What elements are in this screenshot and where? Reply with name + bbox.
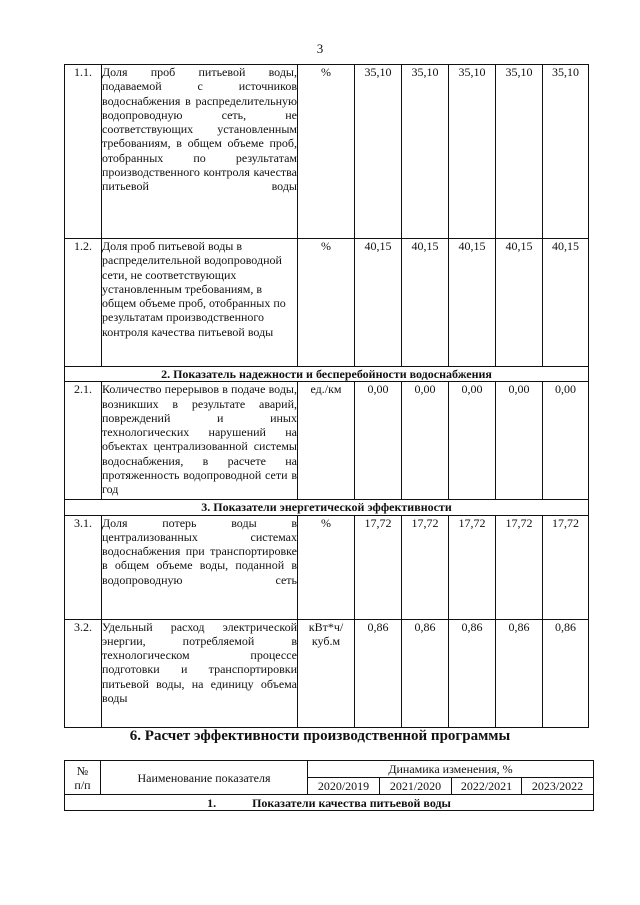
row-number: 2.1. (65, 382, 102, 500)
page-number: 3 (316, 41, 324, 56)
indicator-description: Количество перерывов в подаче воды, возникших в результате аварий, повреждений и иных технологических нарушений на объектах централизованной системы водоснабжения, в расчете на протяженность водопроводной сети в год (102, 382, 298, 500)
efficiency-table (64, 760, 594, 811)
value-cell: 0,00 (402, 382, 449, 500)
value-cell: 0,86 (543, 619, 589, 727)
value-cell: 0,00 (543, 382, 589, 500)
value-cell: 40,15 (402, 239, 449, 367)
year-header: 2022/2021 (452, 778, 522, 795)
row-number: 3.1. (65, 515, 102, 619)
section-title: Показатели качества питьевой воды (252, 795, 451, 810)
indicators-table (64, 64, 589, 728)
number-header-cell (65, 761, 101, 795)
unit-of-measure: % (298, 65, 355, 239)
unit-of-measure: % (298, 515, 355, 619)
value-cell: 0,86 (496, 619, 543, 727)
section-title: 3. Показатели энергетической эффективности (65, 500, 589, 515)
year-header: 2023/2022 (522, 778, 594, 795)
value-cell: 35,10 (543, 65, 589, 239)
year-header: 2021/2020 (380, 778, 452, 795)
unit-of-measure: кВт*ч/ куб.м (298, 619, 355, 727)
table-row (65, 239, 589, 367)
section-number: 1. (207, 795, 217, 810)
section-row (65, 367, 589, 382)
value-cell: 35,10 (449, 65, 496, 239)
value-cell: 40,15 (449, 239, 496, 367)
indicator-description: Доля потерь воды в централизованных системах водоснабжения при транспортировке в общем объеме воды, поданной в водопроводную сеть (102, 515, 298, 619)
value-cell: 0,86 (449, 619, 496, 727)
indicator-description: Доля проб питьевой воды, подаваемой с источников водоснабжения в распределительную водопроводную сеть, не соответствующих установленным требованиям, в общем объеме проб, отобранных по результатам производственного контроля качества питьевой воды (102, 65, 298, 239)
number-header-top: № (76, 763, 89, 778)
value-cell: 40,15 (355, 239, 402, 367)
value-cell: 0,00 (496, 382, 543, 500)
value-cell: 0,00 (355, 382, 402, 500)
value-cell: 0,86 (355, 619, 402, 727)
value-cell: 17,72 (449, 515, 496, 619)
value-cell: 17,72 (402, 515, 449, 619)
table-row (65, 382, 589, 500)
row-number: 1.1. (65, 65, 102, 239)
value-cell: 35,10 (496, 65, 543, 239)
indicator-description: Удельный расход электрической энергии, потребляемой в технологическом процессе подготовки и транспортировки питьевой воды, на единицу объема воды (102, 619, 298, 727)
value-cell: 40,15 (496, 239, 543, 367)
indicator-description: Доля проб питьевой воды в распределительной водопроводной сети, не соответствующих установленным требованиям, в общем объеме проб, отобранных по результатам производственного контроля качества питьевой воды (102, 239, 298, 367)
dynamics-header: Динамика изменения, % (308, 761, 594, 778)
value-cell: 0,00 (449, 382, 496, 500)
section-6-heading: 6. Расчет эффективности производственной программы (129, 728, 511, 744)
row-number: 3.2. (65, 619, 102, 727)
value-cell: 35,10 (402, 65, 449, 239)
table-row (65, 619, 589, 727)
value-cell: 17,72 (355, 515, 402, 619)
unit-of-measure: ед./км (298, 382, 355, 500)
value-cell: 17,72 (496, 515, 543, 619)
value-cell: 0,86 (402, 619, 449, 727)
section-title: 2. Показатель надежности и бесперебойности водоснабжения (65, 367, 589, 382)
table-row (65, 65, 589, 239)
indicator-name-header: Наименование показателя (101, 761, 308, 795)
unit-of-measure: % (298, 239, 355, 367)
number-header-bottom: п/п (74, 777, 91, 792)
year-header: 2020/2019 (308, 778, 380, 795)
table-row (65, 515, 589, 619)
value-cell: 17,72 (543, 515, 589, 619)
value-cell: 40,15 (543, 239, 589, 367)
section-row (65, 795, 594, 811)
value-cell: 35,10 (355, 65, 402, 239)
section-row (65, 500, 589, 515)
row-number: 1.2. (65, 239, 102, 367)
